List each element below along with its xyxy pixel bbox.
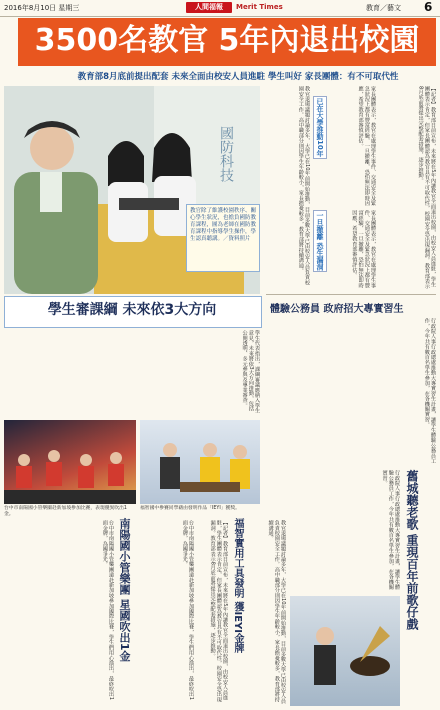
svg-text:國防科技: 國防科技	[218, 126, 234, 182]
invention-photo-illustration	[140, 420, 260, 504]
gramophone-photo-illustration	[290, 596, 400, 706]
story-headline: 南陽國小管樂團 星國吹出1金	[118, 518, 131, 662]
caption-credit: ／資料照片	[223, 236, 251, 242]
band-photo-illustration	[4, 420, 136, 504]
side-label: 一旦撤離 恐生漏洞	[313, 210, 327, 272]
article-column: 家長團體表示，教官在處理學生事件、交通安全及緊急狀況上都有豐富經驗，一旦撤離，恐怕無法即時因應，希望教育部審慎評估。	[351, 210, 376, 288]
story-headline: 體驗公務員 政府招大專實習生	[270, 304, 404, 315]
page-number: 6	[424, 0, 433, 14]
divider	[266, 294, 436, 295]
photo-caption: 台中市南陽國小管樂團赴新加坡參加比賽，表現優異吹出1金。	[4, 506, 127, 517]
side-label: 已在大學推動10年	[313, 96, 327, 159]
article-column: 【記者】教育部日前宣布，未來將在5年內讓教官全面退出校園，由校安人員進駐，學生團體表示肯定，但家長團體認為教官具有不可取代性，校園安全恐出現漏洞。教育部表示8月底前將提出完整配套措施，逐步推動。	[417, 86, 436, 289]
lead-photo-caption	[186, 204, 260, 272]
gramophone-photo	[290, 596, 400, 706]
article-column: 學生代表指出，課綱審議應納入學生意見，未來將依3大方向推動，包括公開透明、多元參與及專業審查。	[241, 330, 260, 414]
article-column: 台中市南陽國小管樂團遠赴新加坡參加國際比賽，學生們用心演出，最終吹出1面金牌，為國爭光。	[101, 520, 114, 701]
article-column: 家長團體表示，教官在處理學生事件、交通安全及緊急狀況上都有豐富經驗，一旦撤離，恐怕無法即時因應，希望教育部審慎評估。	[357, 86, 376, 206]
article-column: 台中市南陽國小管樂團遠赴新加坡參加國際比賽，學生們用心演出，最終吹出1面金牌，為國爭光。	[181, 520, 194, 701]
newspaper-logo: 人間福報	[186, 2, 232, 13]
story-headline: 福智實用工具發明 獲IEYI金牌	[232, 518, 243, 653]
photo-caption: 福智國中參賽同學藉由發明作品「IEYI」獲獎。	[140, 506, 240, 511]
article-column: 【記者】教育部日前宣布，未來將在5年內讓教官全面退出校園，由校安人員進駐，學生團體表示肯定，但家長團體認為教官具有不可取代性，校園安全恐出現漏洞。教育部表示8月底前將提出完整配套措施，逐步推動。	[209, 520, 228, 702]
lead-headline: 3500名教官 5年內退出校園	[34, 23, 420, 58]
lead-subhead: 教育部8月底前提出配套 未來全面由校安人員進駐 學生叫好 家長團體：有不可取代性	[77, 72, 399, 82]
issue-date: 2016年8月10日 星期三	[4, 4, 80, 12]
article-column: 行政院人事行政總處推動大專實習生計畫，讓學生體驗公務員工作，今年共有數百名學生參加，在各機關實習。	[423, 318, 436, 464]
invention-photo	[140, 420, 260, 504]
newspaper-subtitle: Merit Times	[236, 3, 283, 11]
band-photo	[4, 420, 136, 504]
article-column: 行政院人事行政總處推動大專實習生計畫，讓學生體驗公務員工作，今年共有數百名學生參加，在各機關實習。	[381, 470, 400, 590]
story-headline: 舊城聽老歌 重現百年前歌仔戲	[405, 470, 419, 631]
article-column: 教官退場議題討論多年，大學已在10年前開始推動，目前多數大學已由校安人員負責校園安全工作。高中職部分則因學生年齡較小，家長擔憂較多，教育部將持續溝通。	[267, 520, 286, 704]
article-column: 教官退場議題討論多年，大學已在10年前開始推動，目前多數大學已由校安人員負責校園安全工作。高中職部分則因學生年齡較小，家長擔憂較多，教育部將持續溝通。	[297, 86, 310, 286]
story-headline: 學生審課綱 未來依3大方向	[47, 302, 217, 318]
caption-text: 教官除了維護校園秩序、關心學生狀況，也擔負國防教育課程，圖為老師在國防教育課程中指導學生操作，學生認真聽講。	[190, 208, 257, 242]
section-name: 教育／藝文	[366, 4, 401, 12]
